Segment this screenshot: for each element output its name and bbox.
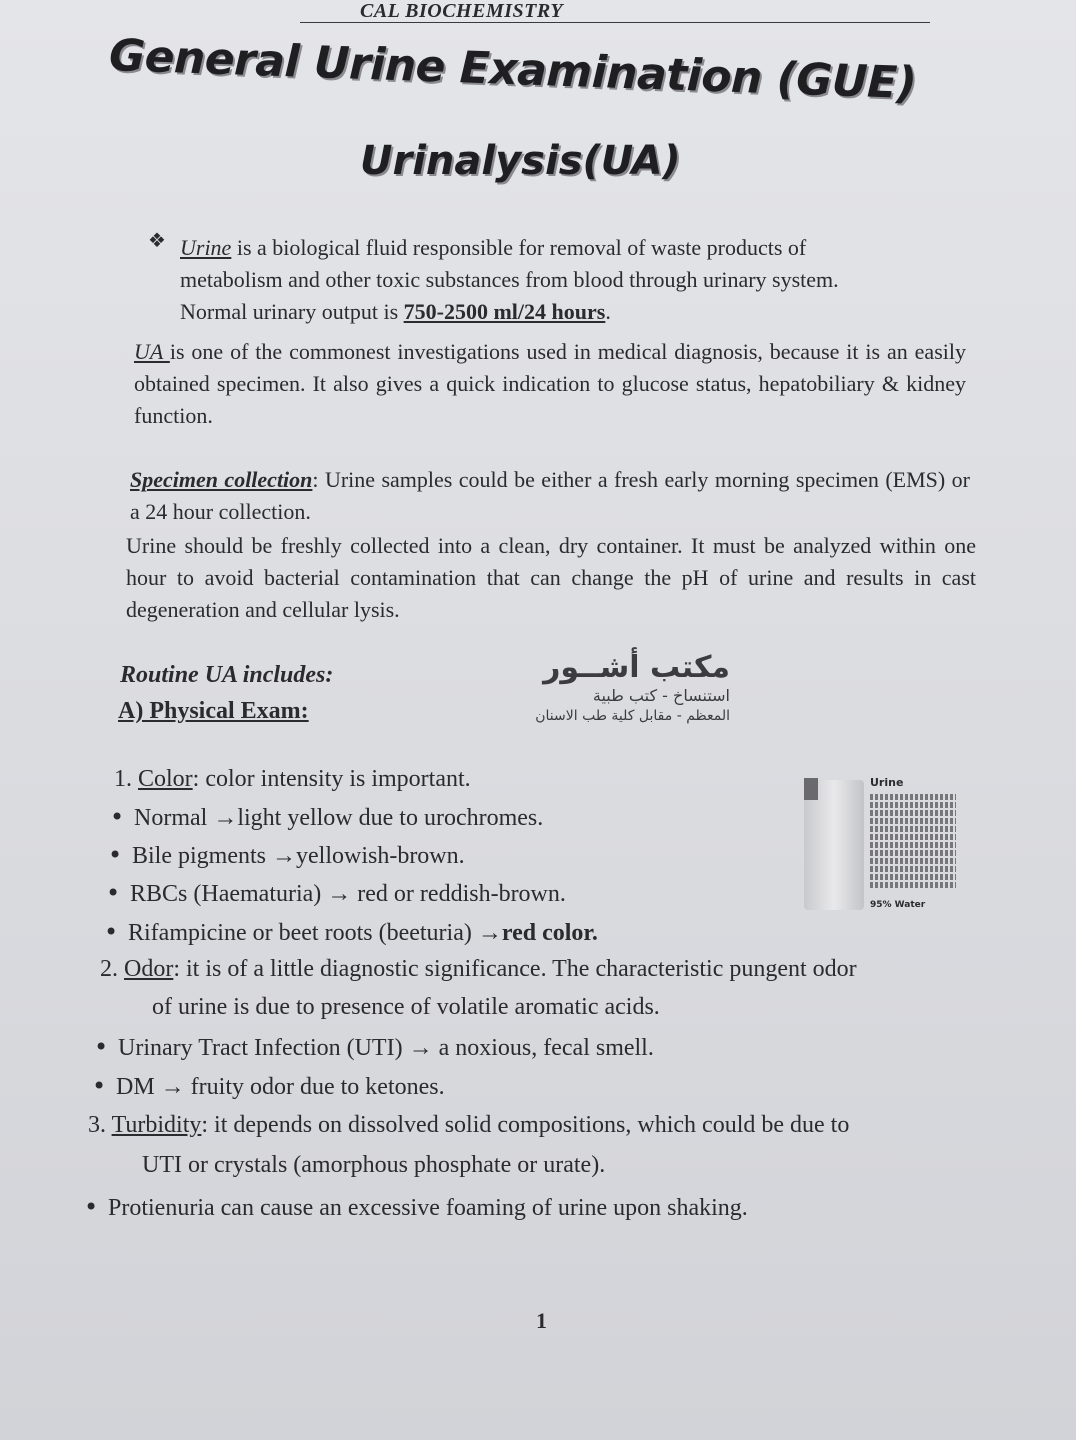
ua-term: UA <box>134 339 170 364</box>
bookshop-stamp: مكتب أشــور استنساخ - كتب طبية المعظم - مقابل كلية طب الاسنان <box>535 650 730 724</box>
urine-output-value: 750-2500 ml/24 hours <box>403 299 606 324</box>
figure-label: Urine <box>870 776 904 789</box>
water-label: 95% Water <box>870 900 926 910</box>
physical-exam-heading: A) Physical Exam: <box>118 698 309 724</box>
intro-term: Urine <box>180 235 232 260</box>
turbidity-bullet-protein: • Protienuria can cause an excessive foaming of urine upon shaking. <box>84 1193 748 1222</box>
specimen-paragraph: Specimen collection: Urine samples could be either a fresh early morning specimen (EMS) or a 24 hour collection. <box>130 467 970 524</box>
odor-bullet-uti: • Urinary Tract Infection (UTI) → a noxious, fecal smell. <box>94 1033 654 1062</box>
color-bullet-rbc: • RBCs (Haematuria) → red or reddish-brown. <box>106 879 566 908</box>
running-header: CAL BIOCHEMISTRY <box>360 0 564 22</box>
color-bullet-rifampicine: • Rifampicine or beet roots (beeturia) →red color. <box>104 918 598 947</box>
urine-composition-figure <box>800 772 960 914</box>
page-number: 1 <box>536 1308 547 1333</box>
header-rule <box>300 22 930 23</box>
document-subtitle: Urinalysis(UA) <box>360 138 681 184</box>
color-bullet-normal: • Normal →light yellow due to urochromes. <box>110 803 543 832</box>
document-title: General Urine Examination (GUE) <box>108 30 918 110</box>
item-turbidity: 3. Turbidity: it depends on dissolved solid compositions, which could be due to <box>88 1112 850 1138</box>
color-bullet-bile: • Bile pigments →yellowish-brown. <box>108 841 465 870</box>
item-odor: 2. Odor: it is of a little diagnostic significance. The characteristic pungent odor <box>100 956 857 982</box>
specimen-term: Specimen collection <box>130 467 313 492</box>
item-color: 1. Color: color intensity is important. <box>114 766 471 792</box>
turbidity-continuation: UTI or crystals (amorphous phosphate or urate). <box>142 1152 606 1178</box>
specimen-paragraph-2: Urine should be freshly collected into a clean, dry container. It must be analyzed within one hour to avoid bacterial contamination that can change the pH of urine and results in cast degeneration and cellular lysis. <box>126 533 976 622</box>
diamond-bullet-icon: ❖ <box>148 228 166 252</box>
bottle-cap-icon <box>804 778 818 800</box>
routine-label: Routine UA includes: <box>120 662 334 688</box>
odor-bullet-dm: • DM → fruity odor due to ketones. <box>92 1072 445 1101</box>
intro-paragraph: Urine is a biological fluid responsible for removal of waste products of metabolism and other toxic substances from blood through urinary system. Normal urinary output is 750-2500 ml/24 hours. <box>180 235 839 324</box>
composition-list <box>870 794 956 890</box>
odor-continuation: of urine is due to presence of volatile aromatic acids. <box>152 994 660 1020</box>
ua-paragraph: UA is one of the commonest investigations used in medical diagnosis, because it is an easily obtained specimen. It also gives a quick indication to glucose status, hepatobiliary & kidney function. <box>134 339 966 428</box>
